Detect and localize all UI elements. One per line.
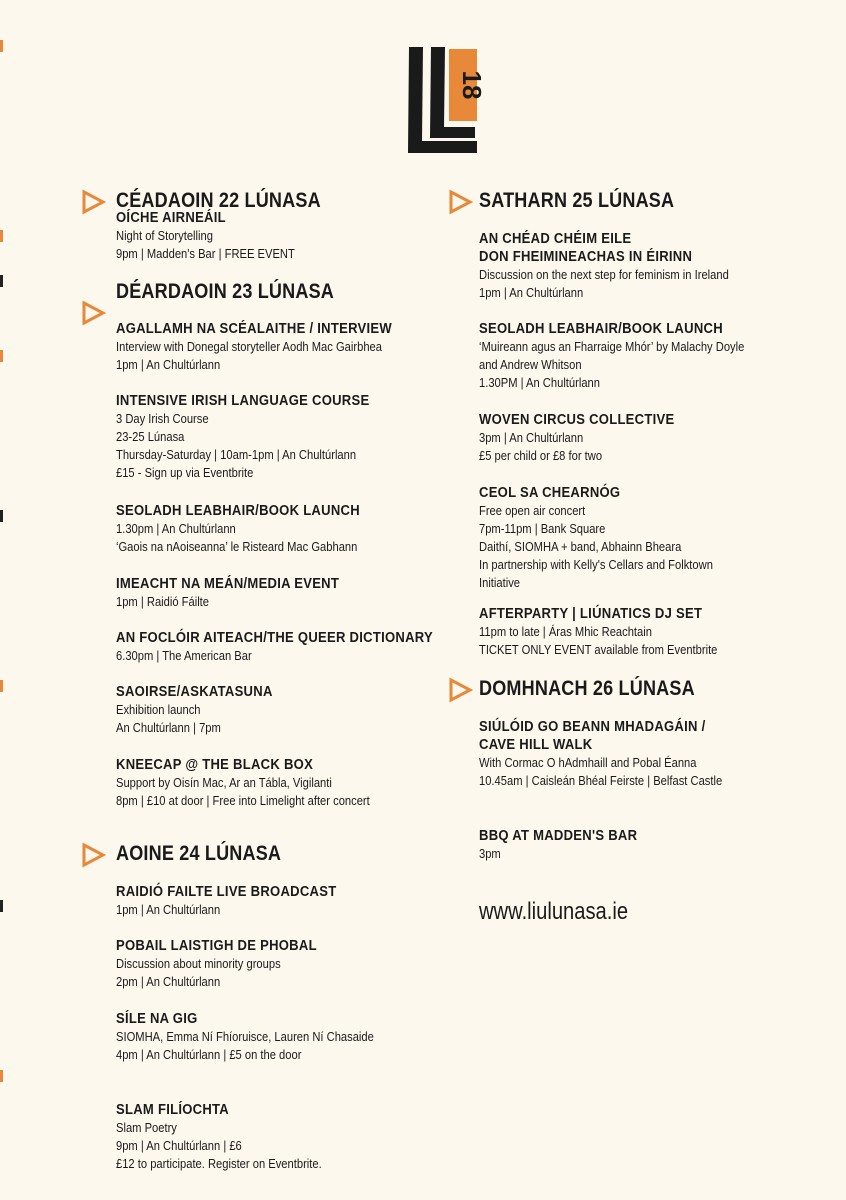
event-detail: 1.30PM | An Chultúrlann [479,375,600,390]
event-title: WOVEN CIRCUS COLLECTIVE [479,412,675,428]
play-arrow-icon [447,189,473,215]
website-link[interactable]: www.liulunasa.ie [479,898,629,925]
event-detail: 7pm-11pm | Bank Square [479,521,606,536]
event-title: AFTERPARTY | LIÚNATICS DJ SET [479,606,703,622]
event-title: SIÚLÓID GO BEANN MHADAGÁIN / [479,719,706,735]
event-title: POBAIL LAISTIGH DE PHOBAL [116,938,317,954]
event-detail: 2pm | An Chultúrlann [116,974,221,989]
event-item [116,320,425,374]
event-item [479,484,751,592]
day-heading: AOINE 24 LÚNASA [116,842,282,865]
event-detail: 23-25 Lúnasa [116,429,185,444]
edge-mark [0,40,3,52]
play-arrow-icon [80,300,106,326]
event-detail: Night of Storytelling [116,228,213,243]
event-detail: 9pm | An Chultúrlann | £6 [116,1138,242,1153]
event-item [116,883,361,919]
event-item [479,605,756,659]
event-item [116,1010,416,1064]
event-item [116,937,339,991]
edge-mark [0,900,3,912]
event-detail: Daithí, SIOMHA + band, Abhainn Bheara [479,539,682,554]
event-detail: Slam Poetry [116,1120,177,1135]
event-title: SAOIRSE/ASKATASUNA [116,684,273,700]
event-detail: £12 to participate. Register on Eventbrite. [116,1156,322,1171]
event-title: RAIDIÓ FAILTE LIVE BROADCAST [116,884,337,900]
event-title: SEOLADH LEABHAIR/BOOK LAUNCH [479,321,723,337]
edge-mark [0,510,3,522]
play-arrow-icon [80,842,106,868]
event-detail: Discussion on the next step for feminism in Ireland [479,267,729,282]
event-item [479,718,762,790]
event-detail: 4pm | An Chultúrlann | £5 on the door [116,1047,302,1062]
event-item [116,502,397,556]
event-title: IMEACHT NA MEÁN/MEDIA EVENT [116,576,340,592]
event-detail: Interview with Donegal storyteller Aodh Mac Gairbhea [116,339,382,354]
event-item [116,756,411,810]
event-item [479,230,769,302]
event-detail: 1pm | An Chultúrlann [116,902,221,917]
day-heading: DÉARDAOIN 23 LÚNASA [116,280,335,303]
day-heading: CÉADAOIN 22 LÚNASA [116,189,321,212]
event-title: KNEECAP @ THE BLACK BOX [116,757,314,773]
edge-mark [0,230,3,242]
logo-year: 18 [457,70,487,100]
event-title: INTENSIVE IRISH LANGUAGE COURSE [116,393,370,409]
event-detail: 9pm | Madden's Bar | FREE EVENT [116,246,295,261]
event-detail: £15 - Sign up via Eventbrite [116,465,254,480]
event-title: CEOL SA CHEARNÓG [479,485,621,501]
event-detail: Free open air concert [479,503,586,518]
event-detail: An Chultúrlann | 7pm [116,720,221,735]
event-detail: 1pm | An Chultúrlann [479,285,584,300]
event-item [116,209,324,263]
event-detail: Initiative [479,575,521,590]
event-detail: 3 Day Irish Course [116,411,209,426]
event-title: AN CHÉAD CHÉIM EILE [479,231,632,247]
event-item [116,629,468,665]
event-title: AN FOCLÓIR AITEACH/THE QUEER DICTIONARY [116,630,433,646]
event-item [479,320,788,392]
event-detail: With Cormac O hAdmhaill and Pobal Éanna [479,755,697,770]
event-detail: 10.45am | Caisleán Bhéal Feirste | Belfast Castle [479,773,723,788]
play-arrow-icon [447,677,473,703]
event-item [479,827,655,863]
event-title: OÍCHE AIRNEÁIL [116,210,226,226]
event-title: CAVE HILL WALK [479,737,593,753]
event-item [116,392,398,482]
event-detail: 3pm [479,846,501,861]
event-detail: 1.30pm | An Chultúrlann [116,521,236,536]
day-heading: SATHARN 25 LÚNASA [479,189,675,212]
event-detail: In partnership with Kelly's Cellars and Folktown [479,557,713,572]
event-title: SÍLE NA GIG [116,1011,198,1027]
event-detail: 1pm | Raidió Fáilte [116,594,210,609]
play-arrow-icon [80,189,106,215]
event-detail: Thursday-Saturday | 10am-1pm | An Chultúrlann [116,447,357,462]
edge-mark [0,350,3,362]
day-heading: DOMHNACH 26 LÚNASA [479,677,695,700]
event-item [479,411,696,465]
event-title: DON FHEIMINEACHAS IN ÉIRINN [479,249,693,265]
event-item [116,1101,355,1173]
event-title: SLAM FILÍOCHTA [116,1102,230,1118]
event-detail: 1pm | An Chultúrlann [116,357,221,372]
event-detail: ‘Muireann agus an Fharraige Mhór’ by Malachy Doyle [479,339,745,354]
event-detail: Support by Oisín Mac, Ar an Tábla, Vigilanti [116,775,332,790]
event-detail: and Andrew Whitson [479,357,582,372]
event-detail: SIOMHA, Emma Ní Fhíoruisce, Lauren Ní Chasaide [116,1029,374,1044]
edge-mark [0,1070,3,1082]
event-item [116,575,364,611]
event-detail: 11pm to late | Áras Mhic Reachtain [479,624,652,639]
event-detail: TICKET ONLY EVENT available from Eventbrite [479,642,718,657]
edge-mark [0,275,3,287]
edge-mark [0,680,3,692]
event-title: BBQ AT MADDEN'S BAR [479,828,638,844]
event-detail: Exhibition launch [116,702,201,717]
event-title: AGALLAMH NA SCÉALAITHE / INTERVIEW [116,321,392,337]
event-detail: 8pm | £10 at door | Free into Limelight after concert [116,793,370,808]
event-detail: 3pm | An Chultúrlann [479,430,584,445]
event-detail: 6.30pm | The American Bar [116,648,252,663]
event-detail: £5 per child or £8 for two [479,448,603,463]
event-detail: ‘Gaois na nAoiseanna’ le Risteard Mac Gabhann [116,539,358,554]
event-detail: Discussion about minority groups [116,956,281,971]
festival-logo [405,45,487,155]
event-title: SEOLADH LEABHAIR/BOOK LAUNCH [116,503,360,519]
event-item [116,683,290,737]
